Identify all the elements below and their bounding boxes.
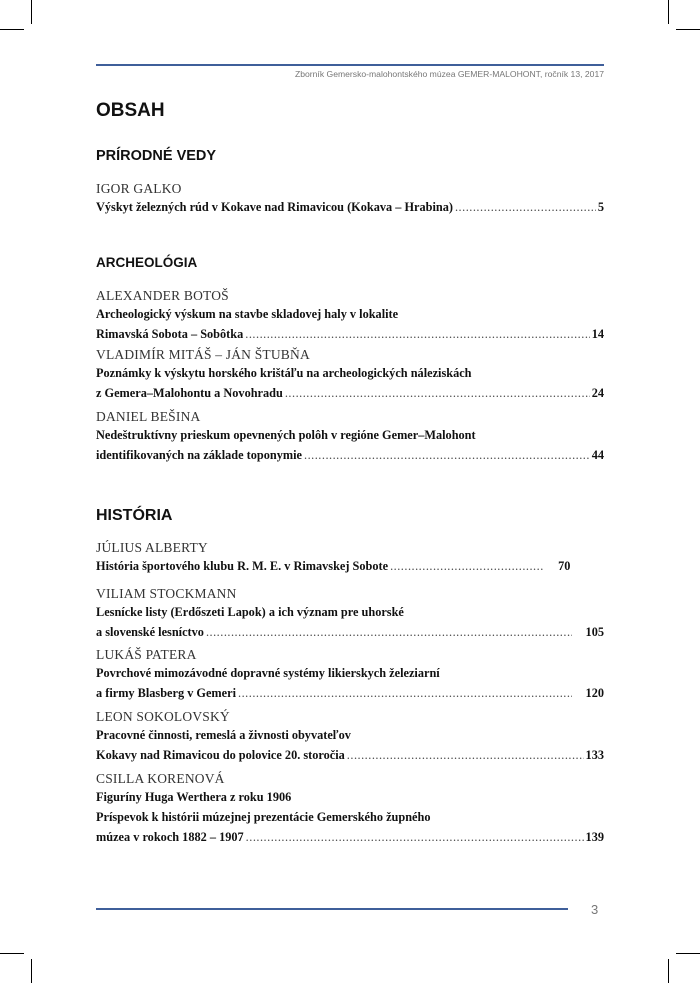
toc-entry[interactable] [96,585,604,642]
entry-author: LUKÁŠ PATERA [96,647,197,662]
crop-mark [676,953,700,954]
entry-title-line: Kokavy nad Rimavicou do polovice 20. storočia ..... 133 [96,745,604,765]
toc-entry[interactable] [96,646,604,703]
page-number: 3 [591,902,599,917]
entry-page-number: 70 [558,559,571,573]
entry-page-number: 133 [585,748,604,762]
entry-page-number: 14 [591,327,604,341]
crop-mark [668,0,669,24]
entry-author: VLADIMÍR MITÁŠ – JÁN ŠTUBŇA [96,347,310,362]
entry-page-number: 139 [585,830,604,844]
dot-leader [285,383,590,403]
crop-mark [668,959,669,983]
toc-entry[interactable] [96,539,604,576]
dot-leader [238,683,572,703]
entry-title-line: Nedeštruktívny prieskum opevnených polôh v regióne Gemer–Malohont [96,428,476,442]
dot-leader [347,745,584,765]
entry-title-line: z Gemera–Malohontu a Novohradu ..... 24 [96,383,604,403]
crop-mark [31,959,32,983]
entry-title-line: múzea v rokoch 1882 – 1907 ..... 139 [96,827,604,847]
entry-title-line: Figuríny Huga Werthera z roku 1906 [96,790,292,804]
entry-page-number: 5 [597,200,604,214]
toc-entry[interactable] [96,770,604,847]
entry-author: IGOR GALKO [96,181,182,196]
toc-entry[interactable] [96,708,604,765]
entry-author: JÚLIUS ALBERTY [96,540,208,555]
entry-author: CSILLA KORENOVÁ [96,771,225,786]
dot-leader [455,197,596,217]
crop-mark [0,29,24,30]
entry-title-line: Príspevok k histórii múzejnej prezentácie Gemerského župného [96,810,431,824]
entry-author: VILIAM STOCKMANN [96,586,237,601]
entry-title-line: identifikovaných na základe toponymie ..... 44 [96,445,604,465]
crop-mark [31,0,32,24]
dot-leader [390,556,544,576]
entry-title-line: Výskyt železných rúd v Kokave nad Rimavicou (Kokava – Hrabina) ..... 5 [96,197,604,217]
footer-rule [96,908,568,910]
dot-leader [206,622,572,642]
section-heading-historia: HISTÓRIA [96,507,173,524]
dot-leader [245,324,589,344]
entry-author: ALEXANDER BOTOŠ [96,288,229,303]
entry-title-line: Rimavská Sobota – Sobôtka ..... 14 [96,324,604,344]
section-heading-prirodne-vedy: PRÍRODNÉ VEDY [96,148,217,164]
entry-title-line: a slovenské lesníctvo ..... 105 [96,622,604,642]
entry-title-line: Lesnícke listy (Erdőszeti Lapok) a ich význam pre uhorské [96,605,404,619]
entry-title-line: História športového klubu R. M. E. v Rimavskej Sobote ..... 70 [96,556,604,576]
section-heading-archeologia: ARCHEOLÓGIA [96,255,198,270]
toc-entry[interactable] [96,346,604,403]
page-title: OBSAH [96,100,165,121]
entry-title-line: Povrchové mimozávodné dopravné systémy likierskych železiarní [96,666,440,680]
toc-entry[interactable] [96,408,604,465]
entry-title-line: Pracovné činnosti, remeslá a živnosti obyvateľov [96,728,351,742]
header-rule [96,64,604,66]
dot-leader [304,445,590,465]
entry-title-line: a firmy Blasberg v Gemeri ..... 120 [96,683,604,703]
crop-mark [676,29,700,30]
toc-entry[interactable] [96,287,604,344]
entry-page-number: 120 [585,686,604,700]
crop-mark [0,953,24,954]
toc-entry[interactable] [96,180,604,217]
entry-page-number: 105 [585,625,604,639]
entry-title-line: Archeologický výskum na stavbe skladovej haly v lokalite [96,307,399,321]
entry-author: LEON SOKOLOVSKÝ [96,709,230,724]
entry-author: DANIEL BEŠINA [96,409,201,424]
entry-page-number: 44 [591,448,604,462]
entry-title-line: Poznámky k výskytu horského krištáľu na archeologických náleziskách [96,366,472,380]
running-head: Zborník Gemersko-malohontského múzea GEMER-MALOHONT, ročník 13, 2017 [294,69,604,79]
entry-page-number: 24 [591,386,604,400]
dot-leader [246,827,584,847]
